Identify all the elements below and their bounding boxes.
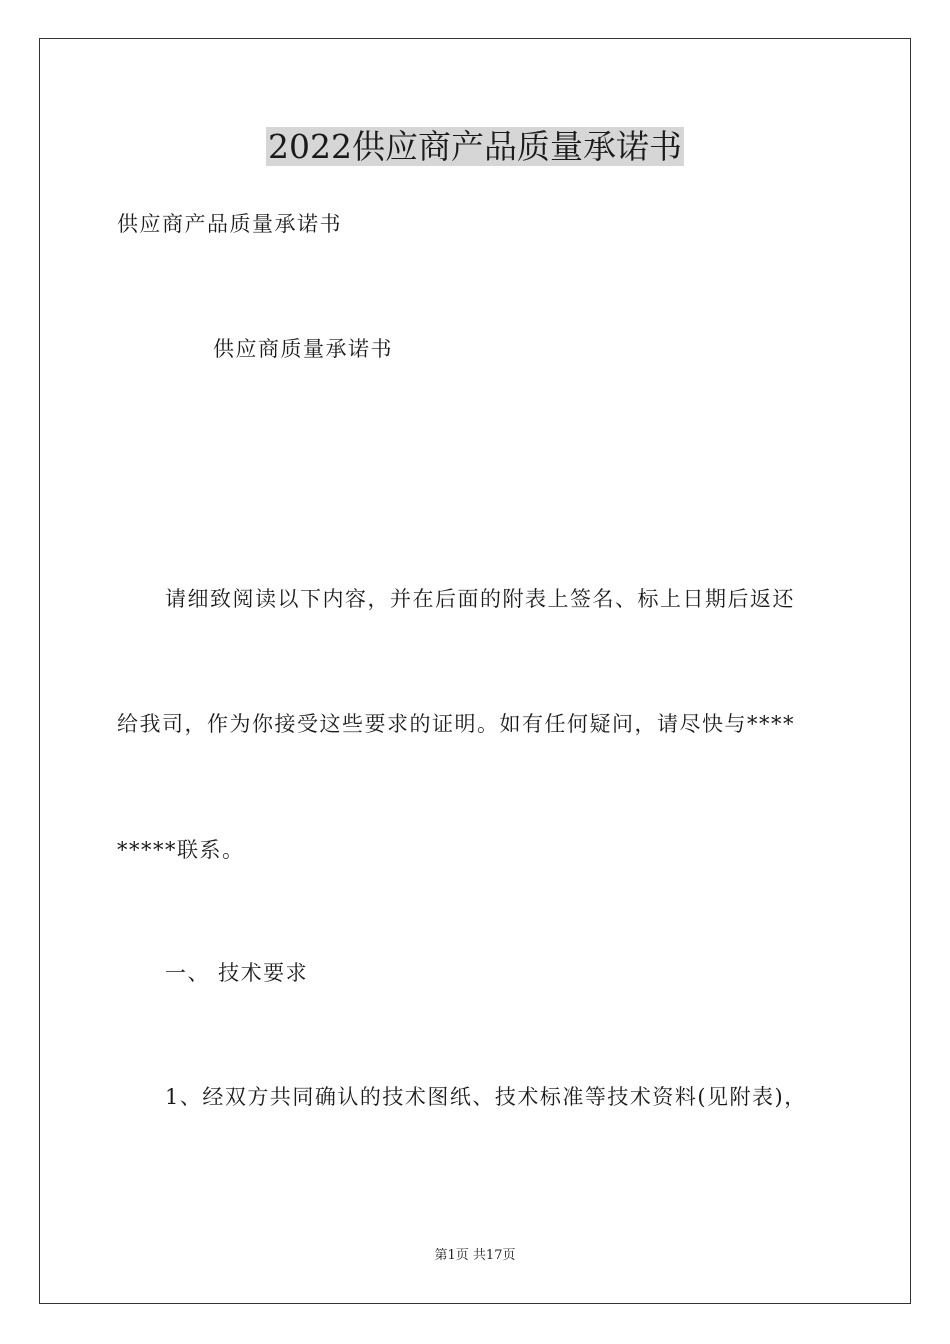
- paragraph-line-2: 给我司，作为你接受这些要求的证明。如有任何疑问，请尽快与****: [117, 712, 795, 736]
- page-indicator: 第1页 共17页: [434, 1248, 516, 1263]
- section-heading-technical: 一、 技术要求: [165, 961, 309, 985]
- document-subtitle: 供应商产品质量承诺书: [117, 212, 342, 236]
- document-title: [0, 124, 950, 170]
- list-item-1: 1、经双方共同确认的技术图纸、技术标准等技术资料(见附表)，: [165, 1085, 807, 1109]
- letter-heading: 供应商质量承诺书: [213, 337, 393, 361]
- paragraph-line-1: 请细致阅读以下内容，并在后面的附表上签名、标上日期后返还: [165, 587, 795, 611]
- paragraph-line-3: *****联系。: [117, 838, 245, 862]
- document-title-text: 2022供应商产品质量承诺书: [268, 127, 682, 166]
